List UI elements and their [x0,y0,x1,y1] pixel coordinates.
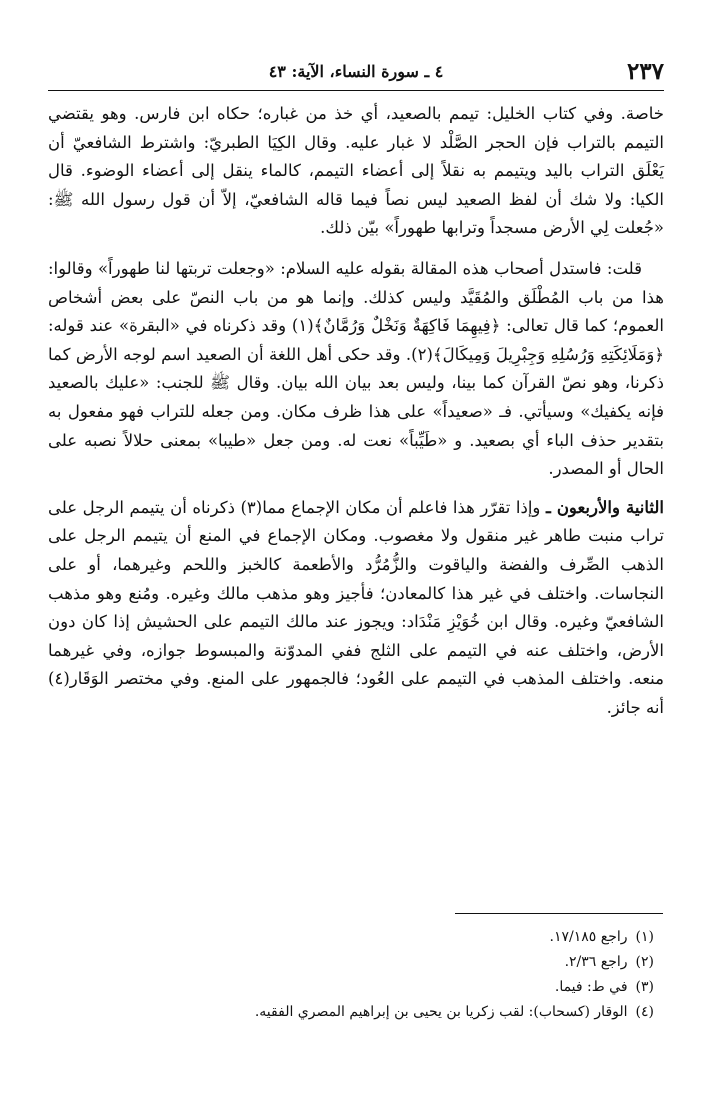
main-text [48,100,664,722]
footnote [48,925,654,950]
paragraph-3-text: وإذا تقرّر هذا فاعلم أن مكان الإجماع مما(٣) ذكرناه أن يتيمم الرجل على تراب منبت طاهر غير منقول ولا مغصوب. ومكان الإجماع في المنع أن يتيمم الرجل على الذهب الصِّرف والفضة والياقوت والزُّمُرُّد والأطعمة كالخبز واللحم وغيرهما، أو على النجاسات. واختلف في غير هذا كالمعادن؛ فأجيز وهو مذهب مالك وغيره. ومُنع وهو مذهب الشافعيّ وغيره. وقال ابن خُوَيْزِ مَنْدَاد: ويجوز عند مالك التيمم على الحشيش إذا كان دون الأرض، واختلف عنه في التيمم على الثلج ففي المدوّنة والمبسوط جوازه، وفي غيرهما منعه. واختلف المذهب في التيمم على العُود؛ فالجمهور على المنع. وفي مختصر الوَقَار(٤) أنه جائز. [48,497,664,717]
footnote-number: (٢) [635,954,654,970]
footnote [48,950,654,975]
footnote-text: راجع ٢/٣٦. [564,954,628,970]
footnote-text: راجع ١٧/١٨٥. [549,929,628,945]
footnote-number: (٤) [635,1004,654,1020]
footnote-number: (١) [635,929,654,945]
footnotes [48,925,654,1025]
section-heading: الثانية والأربعون ـ [545,497,665,517]
footnote-number: (٣) [635,979,654,995]
footnote-text: الوقار (كسحاب): لقب زكريا بن يحيى بن إبراهيم المصري الفقيه. [254,1004,628,1020]
footnote-text: في ط: فيما. [554,979,628,995]
paragraph-3 [48,494,664,723]
footnote-divider [455,913,663,914]
paragraph-1: خاصة. وفي كتاب الخليل: تيمم بالصعيد، أي خذ من غباره؛ حكاه ابن فارس. وهو يقتضي التيمم بالتراب فإن الحجر الصَّلْد لا غبار عليه. وقال الكِيَا الطبريّ: واشترط الشافعيّ أن يَعْلَق التراب باليد ويتيمم به نقلاً إلى أعضاء التيمم، كالماء ينقل إلى أعضاء الوضوء. قال الكيا: ولا شك أن لفظ الصعيد ليس نصاً فيما قاله الشافعيّ، إلاّ أن قول رسول الله ﷺ: «جُعلت لِي الأرض مسجداً وترابها طهوراً» بيّن ذلك. [48,104,664,238]
footnote [48,975,654,1000]
running-title: ٤ ـ سورة النساء، الآية: ٤٣ [268,62,444,81]
page-number: ٢٣٧ [626,58,664,85]
footnote [48,1000,654,1025]
header-divider [48,90,664,91]
paragraph-2-text: قلت: فاستدل أصحاب هذه المقالة بقوله عليه السلام: «وجعلت تربتها لنا طهوراً» وقالوا: هذا من باب المُطْلَق والمُقَيَّد وليس كذلك. وإنما هو من باب النصّ على بعض أشخاص العموم؛ كما قال تعالى: ﴿فِيهِمَا فَاكِهَةٌ وَنَخْلٌ وَرُمَّانٌ﴾(١) وقد ذكرناه في «البقرة» عند قوله: ﴿وَمَلَائِكَتِهِ وَرُسُلِهِ وَجِبْرِيلَ وَمِيكَالَ﴾(٢). وقد حكى أهل اللغة أن الصعيد اسم لوجه الأرض كما ذكرنا، وهو نصّ القرآن كما بينا، وليس بعد بيان الله بيان. وقال ﷺ للجنب: «عليك بالصعيد فإنه يكفيك» وسيأتي. فـ «صعيداً» على هذا ظرف مكان. ومن جعله للتراب فهو مفعول به بتقدير حذف الباء أي بصعيد. و «طَيِّباً» نعت له. ومن جعل «طيبا» بمعنى حلالاً نصبه على الحال أو المصدر. [48,258,665,479]
page-header [48,58,664,88]
paragraph-2 [48,255,664,484]
